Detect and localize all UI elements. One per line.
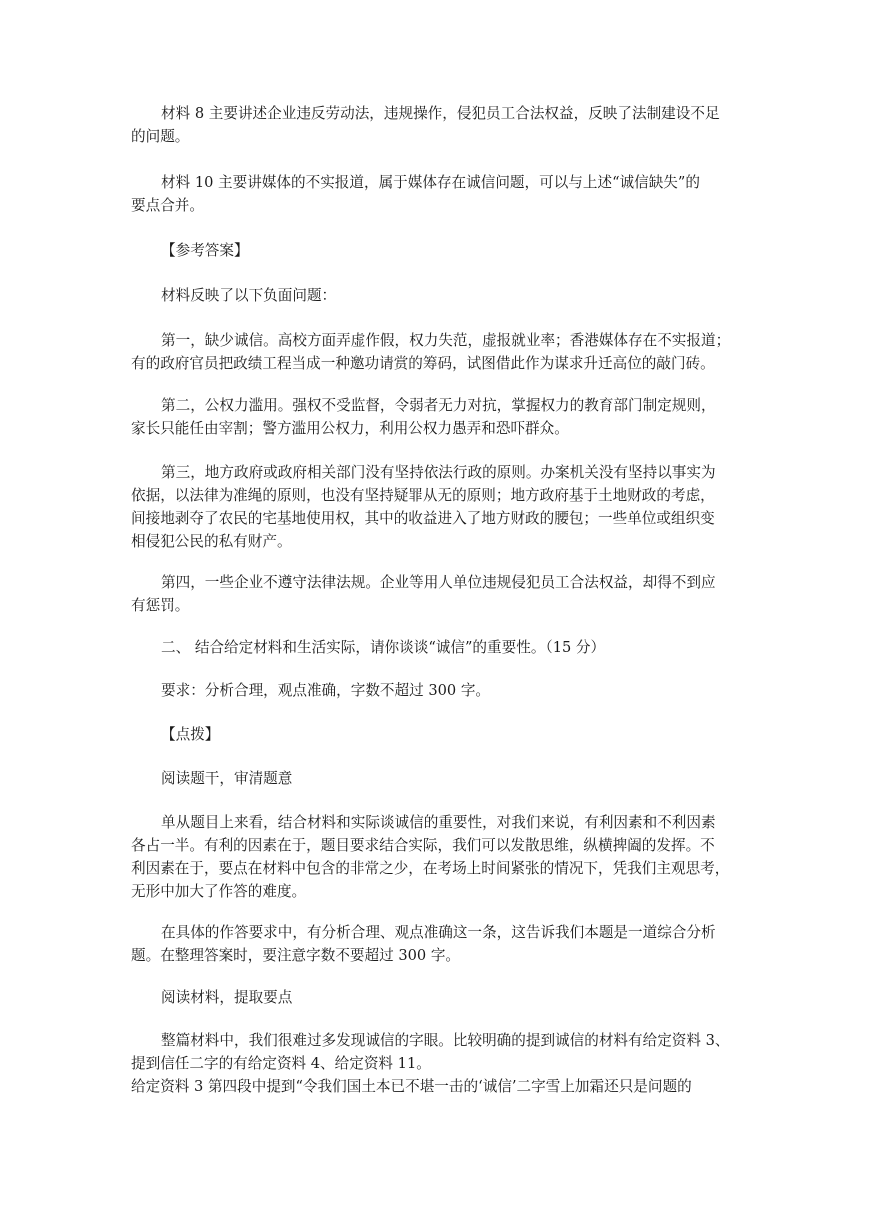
paragraph-line: 有惩罚。 [131, 597, 190, 614]
paragraph-line: 材料反映了以下负面问题： [161, 287, 337, 304]
paragraph-line: 题。在整理答案时，要注意字数不要超过 300 字。 [131, 947, 461, 964]
paragraph-line: 单从题目上来看，结合材料和实际谈诚信的重要性，对我们来说，有利因素和不利因素 [161, 814, 716, 831]
paragraph-line: 依据，以法律为准绳的原则，也没有坚持疑罪从无的原则；地方政府基于土地财政的考虑， [131, 487, 715, 504]
subheading: 阅读题干，审清题意 [161, 770, 293, 787]
paragraph-line: 材料 10 主要讲媒体的不实报道，属于媒体存在诚信问题，可以与上述“诚信缺失”的 [161, 174, 700, 191]
paragraph-line: 要求：分析合理，观点准确，字数不超过 300 字。 [161, 682, 491, 699]
paragraph-line: 有的政府官员把政绩工程当成一种邀功请赏的筹码，试图借此作为谋求升迁高位的敲门砖。 [131, 355, 715, 372]
section-heading: 【点拨】 [161, 726, 220, 743]
paragraph-line: 间接地剥夺了农民的宅基地使用权，其中的收益进入了地方财政的腰包；一些单位或组织变 [131, 510, 715, 527]
paragraph-line: 第一，缺少诚信。高校方面弄虚作假，权力失范，虚报就业率；香港媒体存在不实报道； [161, 332, 731, 349]
paragraph-line: 第四，一些企业不遵守法律法规。企业等用人单位违规侵犯员工合法权益，却得不到应 [161, 574, 716, 591]
paragraph-line: 家长只能任由宰割；警方滥用公权力，利用公权力愚弄和恐吓群众。 [131, 420, 569, 437]
paragraph-line: 相侵犯公民的私有财产。 [131, 533, 292, 550]
paragraph-line: 第三，地方政府或政府相关部门没有坚持依法行政的原则。办案机关没有坚持以事实为 [161, 464, 716, 481]
paragraph-line: 的问题。 [131, 128, 190, 145]
paragraph-line: 各占一半。有利的因素在于，题目要求结合实际，我们可以发散思维，纵横捭阖的发挥。不 [131, 837, 715, 854]
paragraph-line: 利因素在于，要点在材料中包含的非常之少，在考场上时间紧张的情况下，凭我们主观思考， [131, 860, 730, 877]
paragraph-line: 材料 8 主要讲述企业违反劳动法，违规操作，侵犯员工合法权益，反映了法制建设不足 [161, 105, 720, 122]
paragraph-line: 无形中加大了作答的难度。 [131, 883, 307, 900]
subheading: 阅读材料，提取要点 [161, 989, 293, 1006]
question-heading: 二、 结合给定材料和生活实际，请你谈谈“诚信”的重要性。（15 分） [161, 639, 606, 656]
paragraph-line: 整篇材料中，我们很难过多发现诚信的字眼。比较明确的提到诚信的材料有给定资料 3、 [161, 1032, 730, 1049]
paragraph-line: 提到信任二字的有给定资料 4、给定资料 11。 [131, 1055, 431, 1072]
paragraph-line: 第二，公权力滥用。强权不受监督，令弱者无力对抗，掌握权力的教育部门制定规则， [161, 397, 716, 414]
paragraph-line: 要点合并。 [131, 197, 204, 214]
section-heading: 【参考答案】 [161, 242, 249, 259]
paragraph-line: 给定资料 3 第四段中提到“令我们国土本已不堪一击的‘诚信’二字雪上加霜还只是问题的 [131, 1078, 692, 1095]
paragraph-line: 在具体的作答要求中，有分析合理、观点准确这一条，这告诉我们本题是一道综合分析 [161, 924, 716, 941]
